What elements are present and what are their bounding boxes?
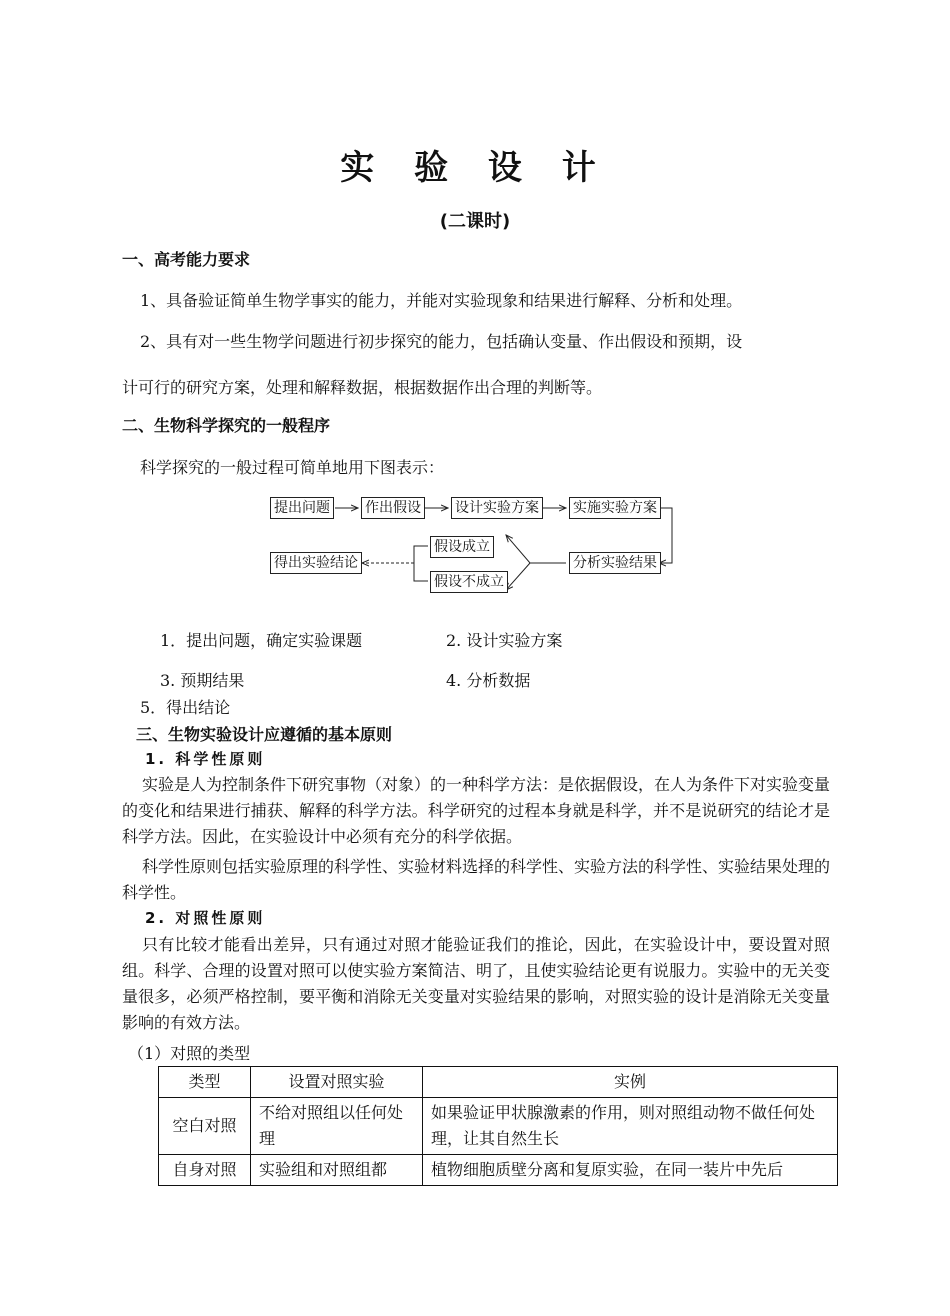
table-caption: （1）对照的类型 [128,1044,251,1063]
principle-1-text-1: 实验是人为控制条件下研究事物（对象）的一种科学方法：是依据假设，在人为条件下对实验变量的变化和结果进行捕获、解释的科学方法。科学研究的过程本身就是科学，并不是说研究的结论才是科学方法。因此，在实验设计中必须有充分的科学依据。 [122,775,831,846]
principle-1-text-2: 科学性原则包括实验原理的科学性、实验材料选择的科学性、实验方法的科学性、实验结果处理的科学性。 [122,857,831,902]
section1-item-1: 1、具备验证简单生物学事实的能力，并能对实验现象和结果进行解释、分析和处理。 [140,291,743,310]
principle-1-heading: 1. 科学性原则 [145,750,266,768]
table-row [159,1098,838,1155]
table-header-cell: 类型 [159,1067,251,1098]
step-1: 1．提出问题，确定实验课题 [160,631,363,650]
arrow-analyze-branches [506,535,566,563]
table-header-cell: 实例 [423,1067,838,1098]
section1-item-2: 2、具有对一些生物学问题进行初步探究的能力，包括确认变量、作出假设和预期，设 [140,332,743,351]
section1-heading: 一、高考能力要求 [122,250,251,269]
flow-box-hypothesis: 作出假设 [361,497,425,519]
flowchart-connectors [0,0,950,620]
arrow-analyze-false [506,563,530,590]
principle-2-heading: 2. 对照性原则 [145,909,266,927]
table-cell: 不给对照组以任何处理 [251,1098,423,1155]
flow-box-analyze: 分析实验结果 [569,552,661,574]
principle-2-text: 只有比较才能看出差异，只有通过对照才能验证我们的推论，因此，在实验设计中，要设置对照组。科学、合理的设置对照可以使实验方案简洁、明了，且使实验结论更有说服力。实验中的无关变量很多，必须严格控制，要平衡和消除无关变量对实验结果的影响，对照实验的设计是消除无关变量影响的有效方法。 [122,935,830,1032]
table-cell: 植物细胞质壁分离和复原实验，在同一装片中先后 [423,1155,838,1186]
bracket-results [414,546,428,581]
page-title: 实 验 设 计 [340,148,610,188]
step-4: 4. 分析数据 [446,671,531,690]
table-header-cell: 设置对照实验 [251,1067,423,1098]
step-2: 2. 设计实验方案 [446,631,563,650]
section3-heading: 三、生物实验设计应遵循的基本原则 [136,725,393,744]
table-cell: 空白对照 [159,1098,251,1155]
section2-heading: 二、生物科学探究的一般程序 [122,416,331,435]
section2-intro: 科学探究的一般过程可简单地用下图表示： [140,458,445,477]
page-subtitle: (二课时) [439,211,511,232]
flow-box-design: 设计实验方案 [451,497,543,519]
table-row [159,1155,838,1186]
flow-box-true: 假设成立 [430,536,494,558]
table-header-row [159,1067,838,1098]
table-cell: 如果验证甲状腺激素的作用，则对照组动物不做任何处理，让其自然生长 [423,1098,838,1155]
flow-box-false: 假设不成立 [430,571,508,593]
step-3: 3. 预期结果 [160,671,245,690]
table-cell: 自身对照 [159,1155,251,1186]
flow-box-implement: 实施实验方案 [569,497,661,519]
control-types-table [158,1066,838,1186]
section1-item-2-cont: 计可行的研究方案，处理和解释数据，根据数据作出合理的判断等。 [122,378,603,397]
step-5: 5．得出结论 [140,698,231,717]
flow-box-conclude: 得出实验结论 [270,552,362,574]
table-cell: 实验组和对照组都 [251,1155,423,1186]
flow-box-raise: 提出问题 [270,497,334,519]
